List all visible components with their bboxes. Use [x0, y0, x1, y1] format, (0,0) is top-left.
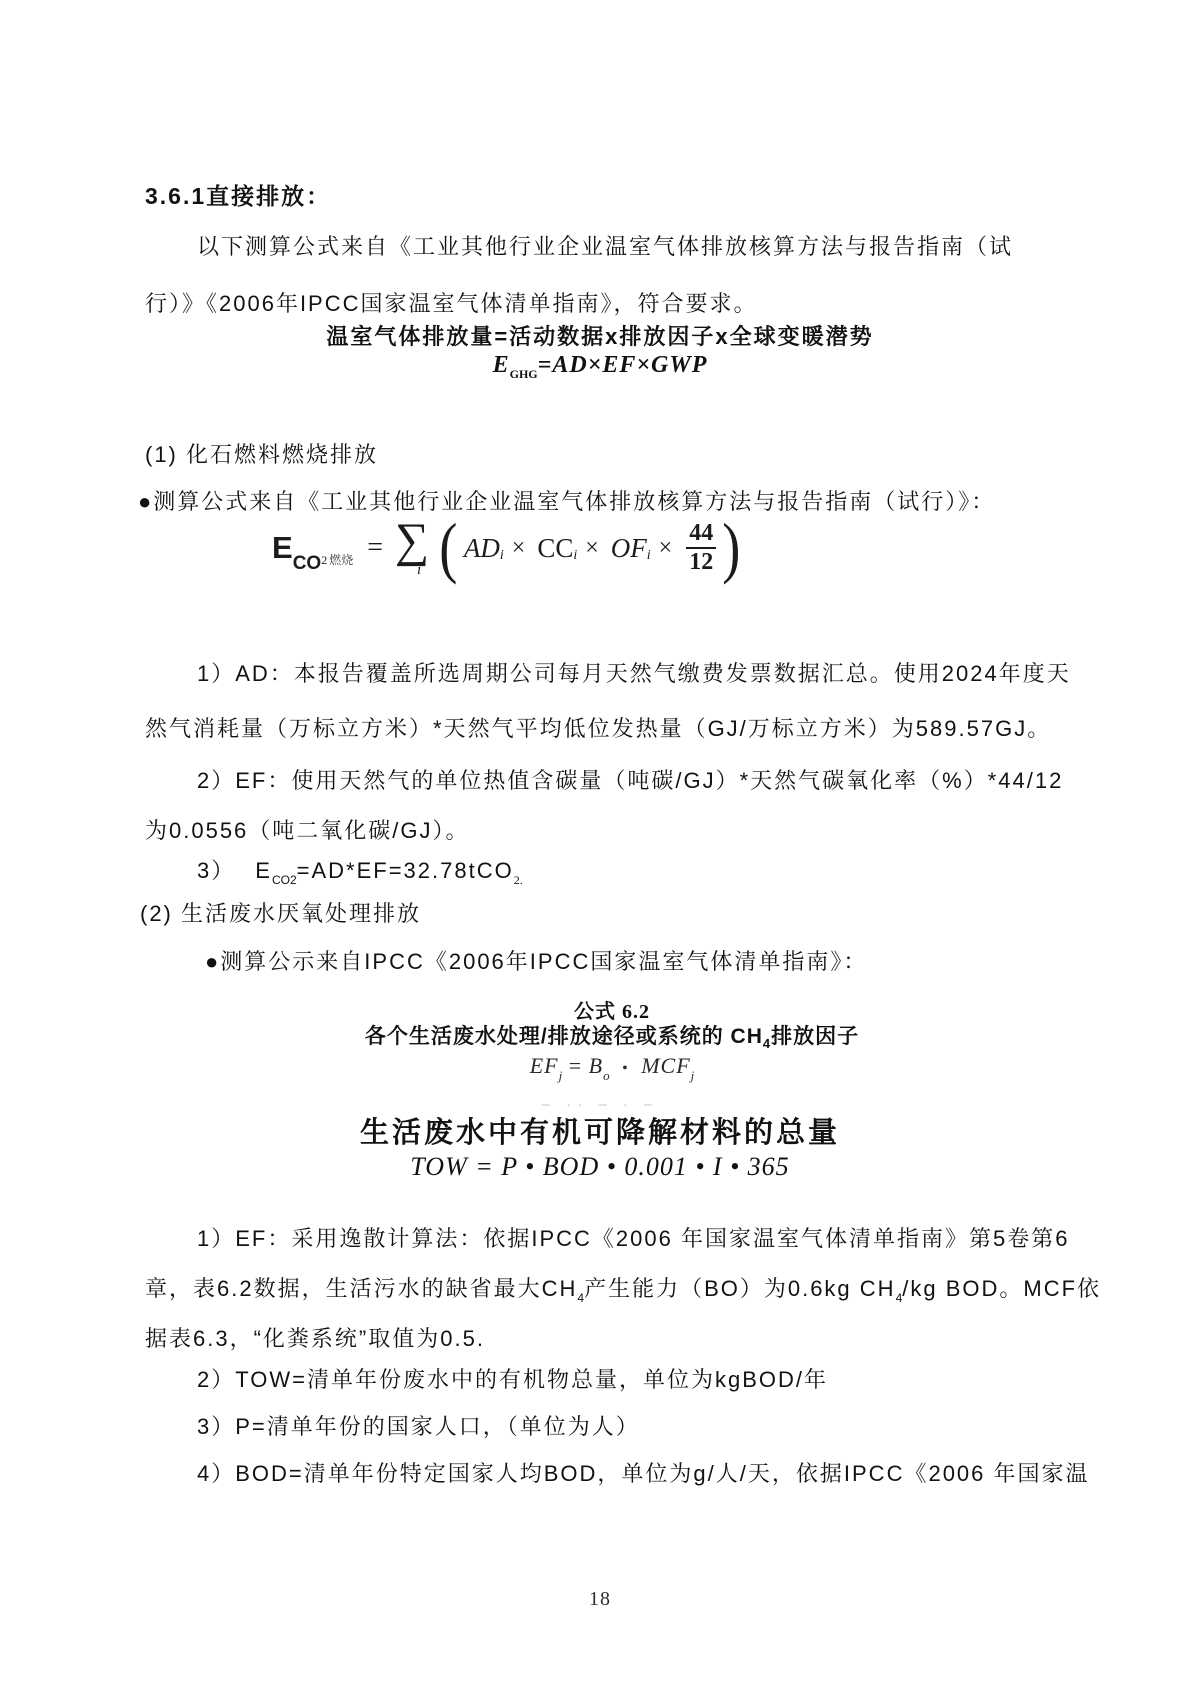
- equals-sign: =: [367, 532, 383, 563]
- item-ef-line-1: 2）EF：使用天然气的单位热值含碳量（吨碳/GJ）*天然气碳氧化率（%）*44/12: [197, 768, 1064, 793]
- formula-sub-2: 2: [321, 553, 328, 567]
- faded-artifact-line: – ·· – · –: [541, 1096, 659, 1113]
- page-number: 18: [589, 1588, 611, 1610]
- s2-item-tow: 2）TOW=清单年份废水中的有机物总量，单位为kgBOD/年: [197, 1367, 829, 1392]
- left-paren: (: [439, 509, 458, 586]
- times-sign: ×: [658, 534, 673, 561]
- times-sign: ×: [511, 534, 526, 561]
- fraction-44-12: $\frac{44}{12}$: [686, 520, 716, 577]
- formula-E: E: [272, 530, 293, 565]
- section1-heading: (1) 化石燃料燃烧排放: [145, 442, 379, 467]
- ghg-formula-base: E: [492, 352, 510, 378]
- item-e-co2-result: 3） $E_{CO2}=AD*EF=32.78tCO_{2.}$: [197, 858, 523, 887]
- item-ef-line-2: 为0.0556（吨二氧化碳/GJ）。: [145, 818, 470, 843]
- ghg-rule-text: 温室气体排放量=活动数据x排放因子x全球变暖潜势: [326, 324, 874, 349]
- formula-sub-co: CO: [292, 553, 322, 574]
- ghg-formula-rest: =AD×EF×GWP: [537, 352, 708, 378]
- s2-item-ef-line-3: 据表6.3，“化粪系统”取值为0.5.: [145, 1326, 485, 1351]
- section-heading-361: 3.6.1直接排放：: [145, 183, 332, 209]
- section2-heading: (2) 生活废水厌氧处理排放: [140, 901, 422, 926]
- section2-bullet: ●测算公示来自IPCC《2006年IPCC国家温室气体清单指南》：: [205, 949, 868, 974]
- right-paren: ): [722, 509, 741, 586]
- intro-line-1: 以下测算公式来自《工业其他行业企业温室气体排放核算方法与报告指南（试: [197, 234, 1014, 259]
- s2-item-p: 3）P=清单年份的国家人口，（单位为人）: [197, 1414, 640, 1439]
- term-CC: CC: [537, 532, 574, 563]
- co2-formula-lhs: [272, 530, 354, 574]
- ef-formula: $EF_j = B_o$ • $MCF_j$: [529, 1053, 695, 1083]
- s2-item-bod: 4）BOD=清单年份特定国家人均BOD，单位为g/人/天，依据IPCC《2006 年国家温: [197, 1461, 1090, 1486]
- term-AD: AD: [463, 532, 500, 563]
- sigma-symbol: ∑ i: [395, 513, 430, 579]
- co2-combustion-formula: $ECO_2$ $_{燃烧}$ = ∑ i ( AD i × CC i × OF i × $\frac{44}{12}$ ): [272, 509, 741, 586]
- intro-line-2: 行）》《2006年IPCC国家温室气体清单指南》，符合要求。: [145, 291, 758, 316]
- s2-item-ef-line-2: 章，表6.2数据，生活污水的缺省最大$CH_4$产生能力（BO）为0.6kg $CH_4/kg$ BOD。MCF依: [145, 1276, 1102, 1305]
- item-ad-line-1: 1）AD：本报告覆盖所选周期公司每月天然气缴费发票数据汇总。使用2024年度天: [197, 661, 1071, 686]
- item-ad-line-2: 然气消耗量（万标立方米）*天然气平均低位发热量（GJ/万标立方米）为589.57GJ。: [145, 716, 1052, 741]
- formula-sub-combustion: 燃烧: [329, 553, 354, 567]
- term-OF: OF: [610, 532, 647, 563]
- tow-formula: TOW = P • BOD • 0.001 • I • 365: [410, 1152, 790, 1181]
- formula-62-label: 公式 6.2: [574, 1001, 650, 1023]
- ghg-formula: [0, 352, 1200, 379]
- section1-bullet: ●测算公式来自《工业其他行业企业温室气体排放核算方法与报告指南（试行）》：: [138, 489, 996, 514]
- tow-title: 生活废水中有机可降解材料的总量: [359, 1117, 840, 1149]
- formula-62-title: 各个生活废水处理/排放途径或系统的 $CH_4$排放因子: [364, 1025, 860, 1051]
- s2-item-ef-line-1: 1）EF：采用逸散计算法：依据IPCC《2006 年国家温室气体清单指南》第5卷第6: [197, 1226, 1070, 1251]
- times-sign: ×: [585, 534, 599, 561]
- ghg-formula-sub: GHG: [509, 367, 538, 381]
